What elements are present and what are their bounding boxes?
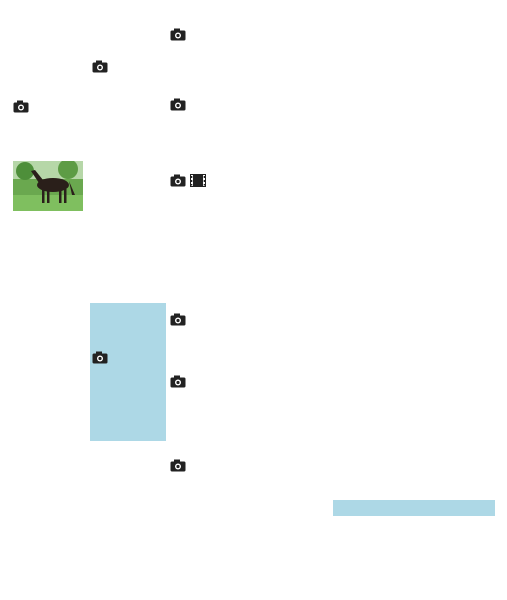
horse-ramiro[interactable] [92,58,164,78]
horse-cor-de-la-bryere[interactable] [170,172,246,192]
camera-icon[interactable] [170,375,186,393]
horse-grosso-z[interactable] [170,457,242,477]
camera-icon[interactable] [170,28,186,46]
highlight-furioso-ii-gen5 [333,500,495,516]
camera-icon[interactable] [13,100,29,118]
horse-raimond[interactable] [170,26,248,46]
film-icon[interactable] [190,174,206,192]
horse-roxett[interactable] [13,98,88,118]
camera-icon[interactable] [170,98,186,116]
horse-photo[interactable] [13,161,83,211]
camera-icon[interactable] [170,174,186,192]
highlight-furioso-ii [90,303,166,441]
horse-dame-de-ranville[interactable] [170,373,248,393]
horse-valine[interactable] [170,96,242,116]
camera-icon[interactable] [92,351,108,369]
horse-furioso-ii[interactable] [92,349,164,369]
horse-furioso[interactable] [170,311,248,331]
camera-icon[interactable] [92,60,108,78]
camera-icon[interactable] [170,459,186,477]
camera-icon[interactable] [170,313,186,331]
